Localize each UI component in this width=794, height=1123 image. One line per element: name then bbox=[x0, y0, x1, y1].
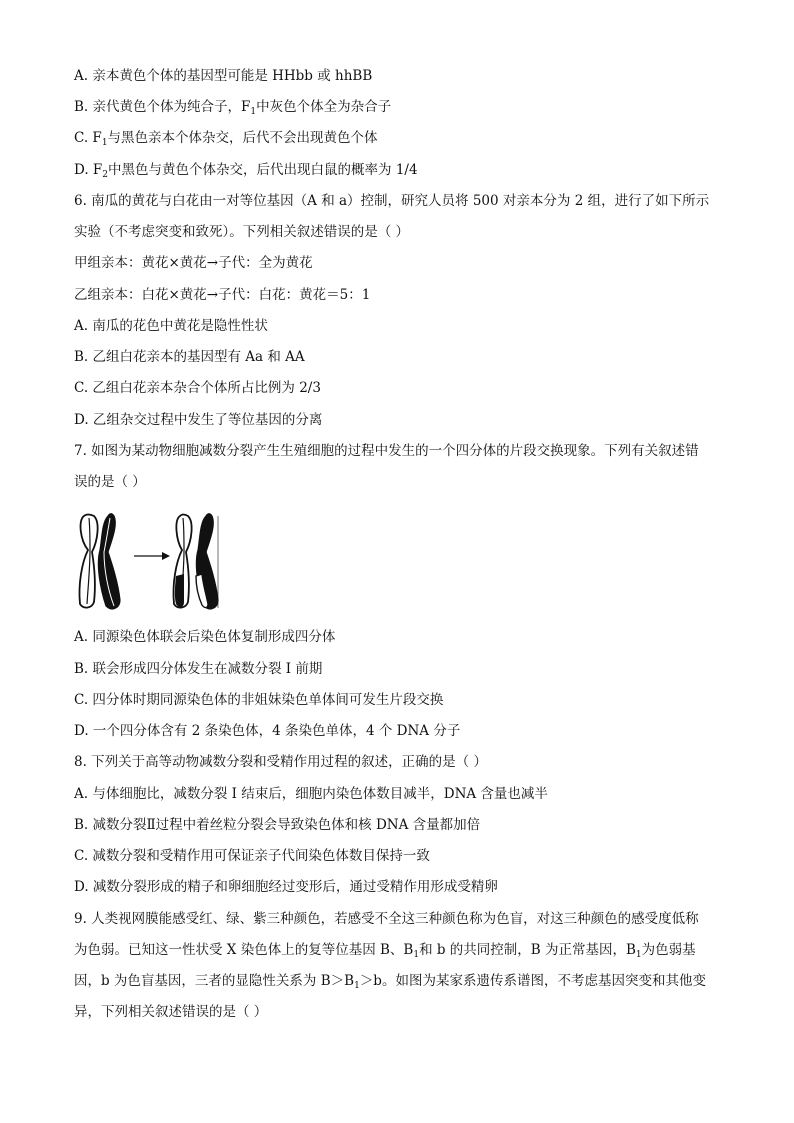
q6-group-a: 甲组亲本：黄花×黄花→子代：全为黄花 bbox=[74, 255, 313, 271]
left-white-chromosome bbox=[79, 515, 97, 608]
q7-stem-line-1: 7. 如图为某动物细胞减数分裂产生生殖细胞的过程中发生的一个四分体的片段交换现象。下列有关叙述错 bbox=[74, 443, 699, 459]
q6-option-b: B. 乙组白花亲本的基因型有 Aa 和 AA bbox=[74, 349, 305, 365]
q5-option-b: B. 亲代黄色个体为纯合子，$F_1$中灰色个体全为杂合子 bbox=[74, 99, 392, 117]
q9-line-4: 异，下列相关叙述错误的是（ ） bbox=[74, 1004, 268, 1020]
q5-option-d: D. $F_2$中黑色与黄色个体杂交，后代出现白鼠的概率为 1/4 bbox=[74, 162, 418, 180]
q9-line-1: 9. 人类视网膜能感受红、绿、紫三种颜色，若感受不全这三种颜色称为色盲，对这三种颜色的感受度低称 bbox=[74, 911, 699, 927]
left-black-chromosome bbox=[98, 514, 120, 609]
q7-stem-line-2: 误的是（ ） bbox=[74, 474, 146, 490]
q6-option-a: A. 南瓜的花色中黄花是隐性性状 bbox=[74, 318, 268, 334]
q8-stem: 8. 下列关于高等动物减数分裂和受精作用过程的叙述，正确的是（ ） bbox=[74, 754, 487, 770]
q6-option-c: C. 乙组白花亲本杂合个体所占比例为 2/3 bbox=[74, 380, 321, 396]
q5-option-c: C. $F_1$与黑色亲本个体杂交，后代不会出现黄色个体 bbox=[74, 130, 378, 148]
tetrad-crossover-figure bbox=[72, 512, 232, 612]
q7-option-c: C. 四分体时期同源染色体的非姐妹染色单体间可发生片段交换 bbox=[74, 692, 444, 708]
q6-stem-line-2: 实验（不考虑突变和致死）。下列相关叙述错误的是（ ） bbox=[74, 224, 410, 240]
q6-option-d: D. 乙组杂交过程中发生了等位基因的分离 bbox=[74, 412, 323, 428]
right-white-exchanged-segment bbox=[175, 574, 184, 607]
q8-option-a: A. 与体细胞比，减数分裂 I 结束后，细胞内染色体数目减半，DNA 含量也减半 bbox=[74, 786, 548, 802]
q9-line-2: 为色弱。已知这一性状受 X 染色体上的复等位基因 B、$B_1$和 b 的共同控制，B 为正常基因，$B_1$为色弱基 bbox=[74, 942, 696, 960]
q8-option-d: D. 减数分裂形成的精子和卵细胞经过变形后，通过受精作用形成受精卵 bbox=[74, 879, 498, 895]
q8-option-c: C. 减数分裂和受精作用可保证亲子代间染色体数目保持一致 bbox=[74, 848, 430, 864]
tetrad-crossover-diagram bbox=[72, 512, 232, 612]
q5-option-a: A. 亲本黄色个体的基因型可能是 HHbb 或 hhBB bbox=[74, 68, 373, 84]
q9-line-3: 因，b 为色盲基因，三者的显隐性关系为 $B>B_1>b$。如图为某家系遗传系谱图，不考虑基因突变和其他变 bbox=[74, 973, 706, 991]
q7-option-d: D. 一个四分体含有 2 条染色体，4 条染色单体，4 个 DNA 分子 bbox=[74, 723, 461, 739]
q6-stem-line-1: 6. 南瓜的黄花与白花由一对等位基因（A 和 a）控制，研究人员将 500 对亲本分为 2 组，进行了如下所示 bbox=[74, 193, 710, 209]
q8-option-b: B. 减数分裂Ⅱ过程中着丝粒分裂会导致染色体和核 DNA 含量都加倍 bbox=[74, 817, 481, 833]
q7-option-a: A. 同源染色体联会后染色体复制形成四分体 bbox=[74, 629, 336, 645]
q6-group-b: 乙组亲本：白花×黄花→子代：白花：黄花＝5：1 bbox=[74, 287, 371, 303]
q7-option-b: B. 联会形成四分体发生在减数分裂 I 前期 bbox=[74, 661, 323, 677]
arrow-head bbox=[162, 552, 170, 560]
